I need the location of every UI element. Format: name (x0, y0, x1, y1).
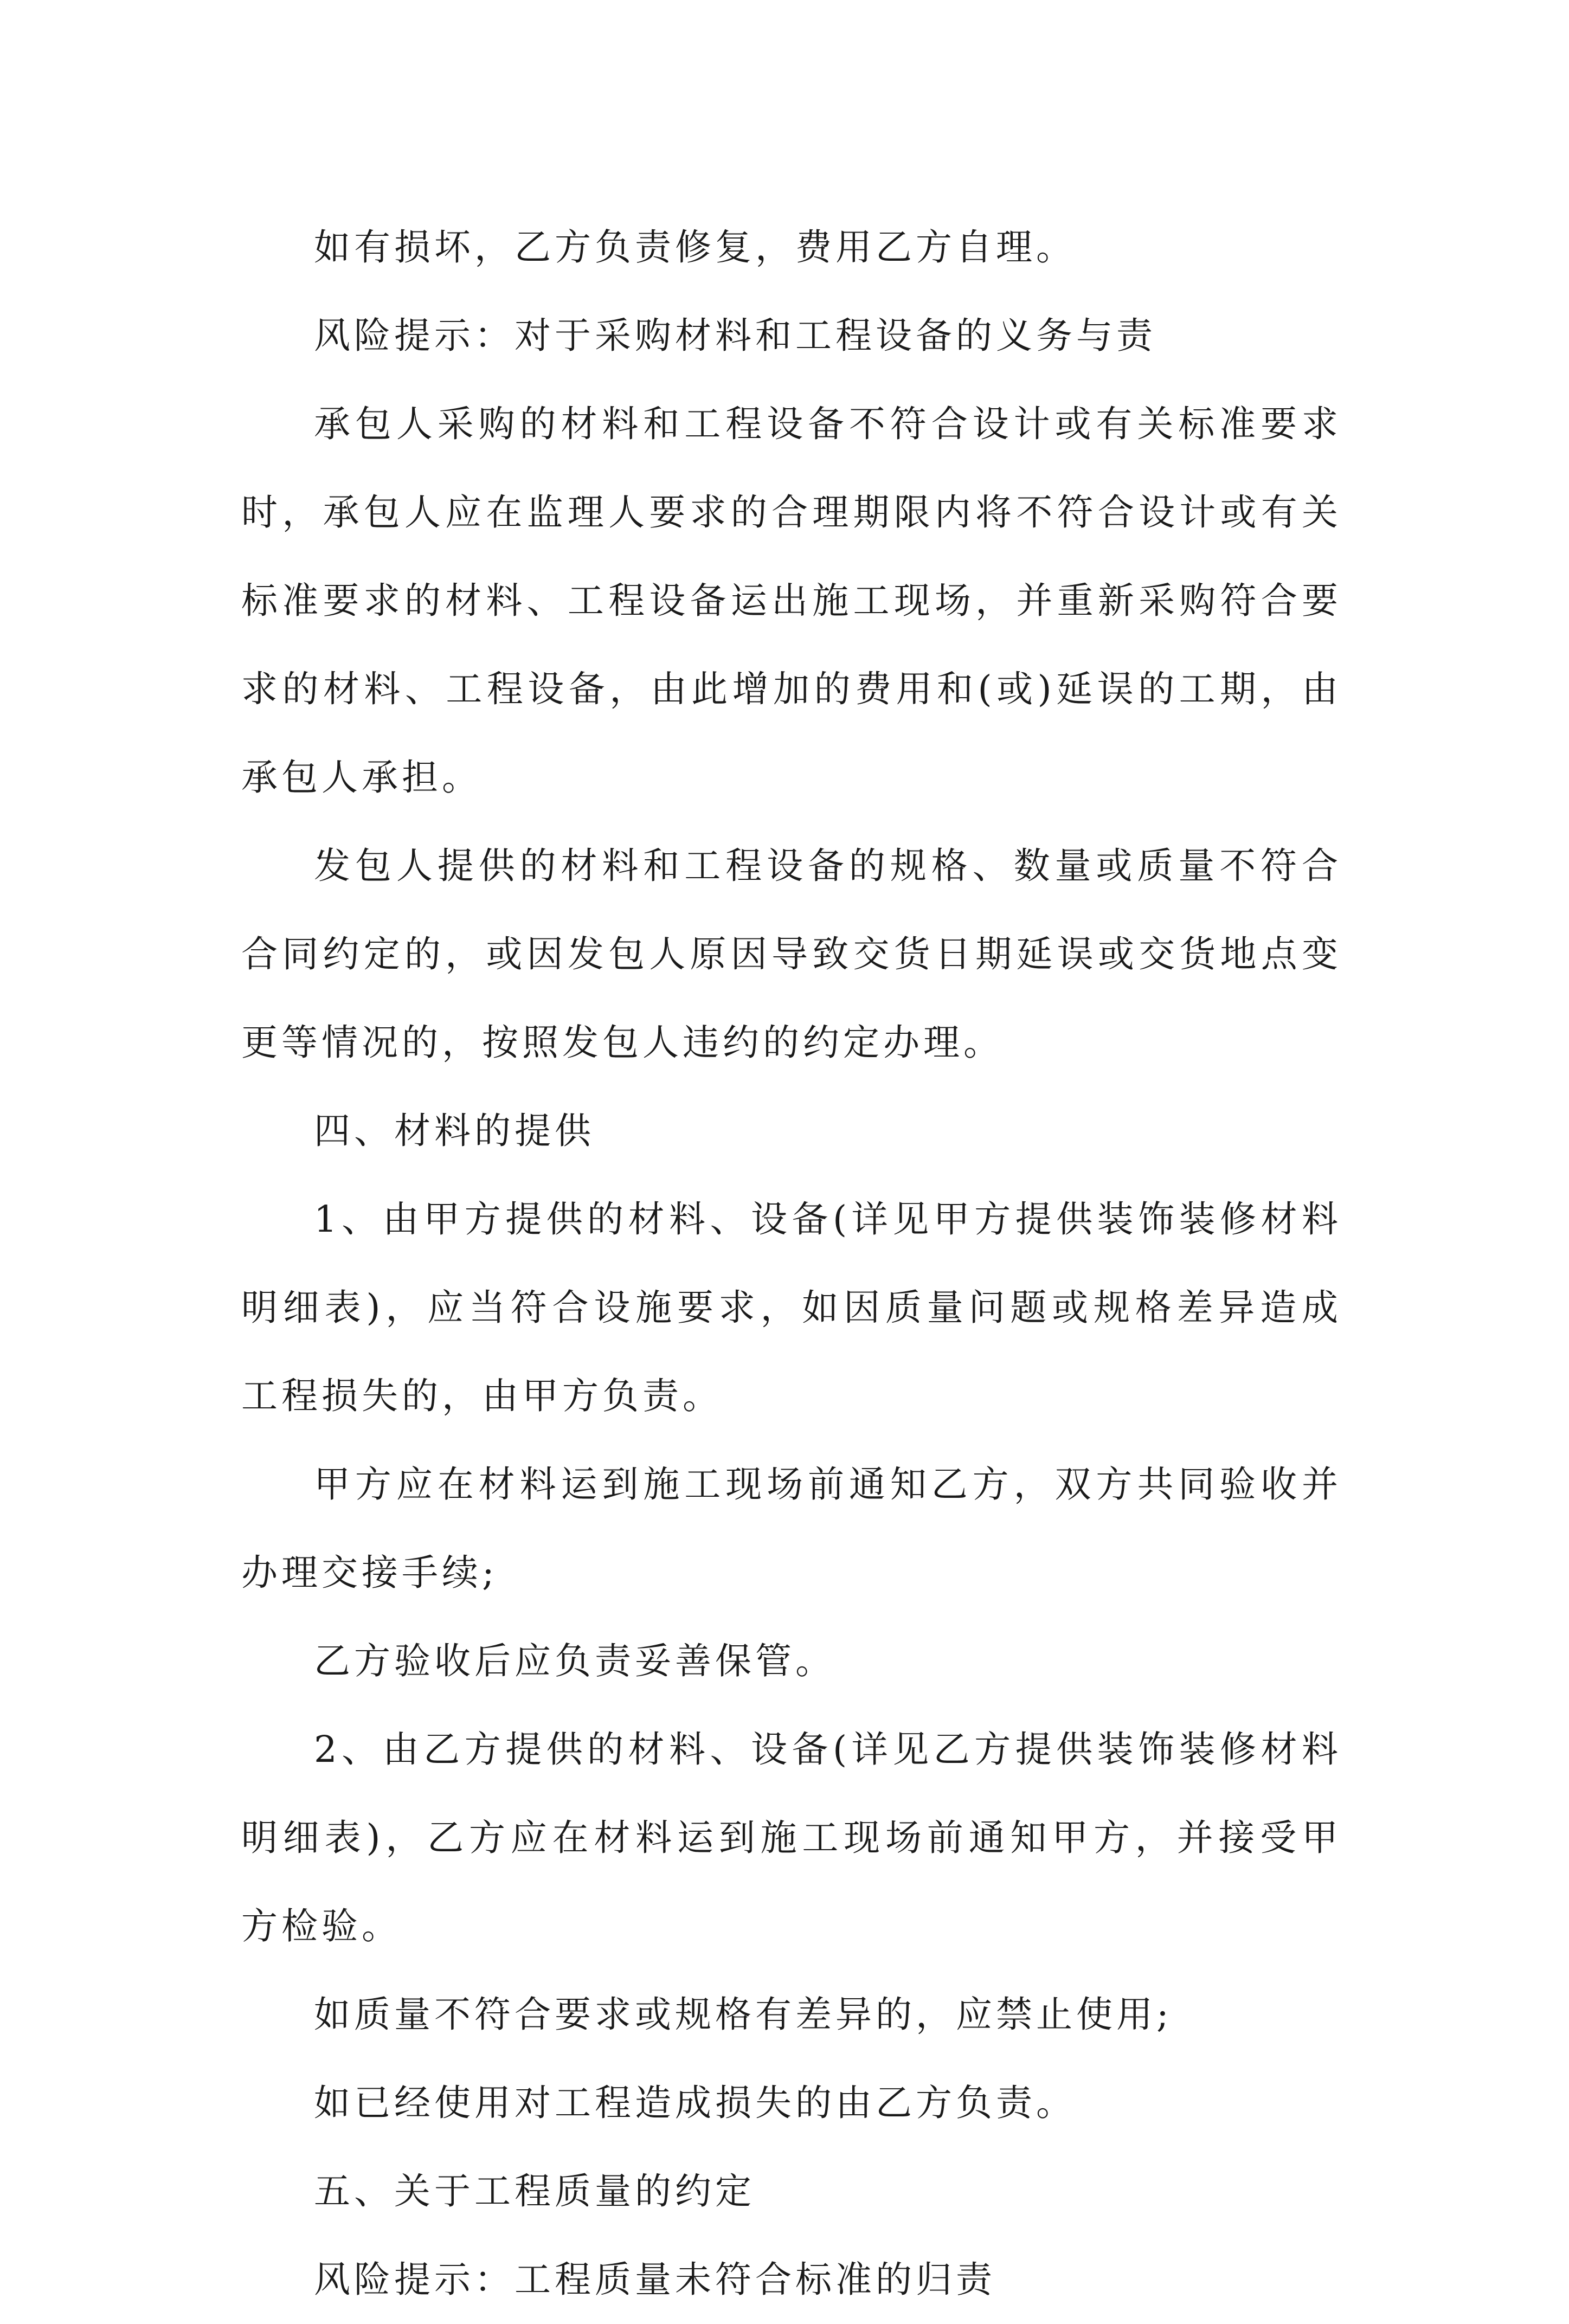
section-heading-quality: 五、关于工程质量的约定 (314, 2170, 755, 2212)
paragraph-contractor-materials: 承包人采购的材料和工程设备不符合设计或有关标准要求时，承包人应在监理人要求的合理期限内将不符合设计或有关标准要求的材料、工程设备运出施工现场，并重新采购符合要求的材料、工程设备，由此增加的费用和(或)延误的工期，由承包人承担。 (241, 403, 1342, 799)
paragraph-party-a-supply: 1、由甲方提供的材料、设备(详见甲方提供装饰装修材料明细表)，应当符合设施要求，如因质量问题或规格差异造成工程损失的，由甲方负责。 (241, 1198, 1342, 1417)
document-body (241, 203, 1342, 2324)
paragraph-party-b-supply: 2、由乙方提供的材料、设备(详见乙方提供装饰装修材料明细表)，乙方应在材料运到施工现场前通知甲方，并接受甲方检验。 (241, 1728, 1342, 1947)
paragraph-risk-notice-quality: 风险提示：工程质量未符合标准的归责 (314, 2258, 996, 2301)
paragraph-risk-notice-materials: 风险提示：对于采购材料和工程设备的义务与责 (314, 314, 1156, 357)
paragraph-quality-prohibit: 如质量不符合要求或规格有差异的，应禁止使用; (314, 1993, 1173, 2036)
section-heading-material-supply: 四、材料的提供 (314, 1110, 595, 1152)
paragraph-party-b-custody: 乙方验收后应负责妥善保管。 (314, 1640, 835, 1682)
paragraph-loss-liability: 如已经使用对工程造成损失的由乙方负责。 (314, 2082, 1076, 2124)
paragraph-party-a-notify: 甲方应在材料运到施工现场前通知乙方，双方共同验收并办理交接手续; (241, 1463, 1342, 1594)
paragraph-employer-materials: 发包人提供的材料和工程设备的规格、数量或质量不符合合同约定的，或因发包人原因导致交货日期延误或交货地点变更等情况的，按照发包人违约的约定办理。 (241, 845, 1342, 1064)
paragraph-damage-repair: 如有损坏，乙方负责修复，费用乙方自理。 (314, 226, 1076, 268)
